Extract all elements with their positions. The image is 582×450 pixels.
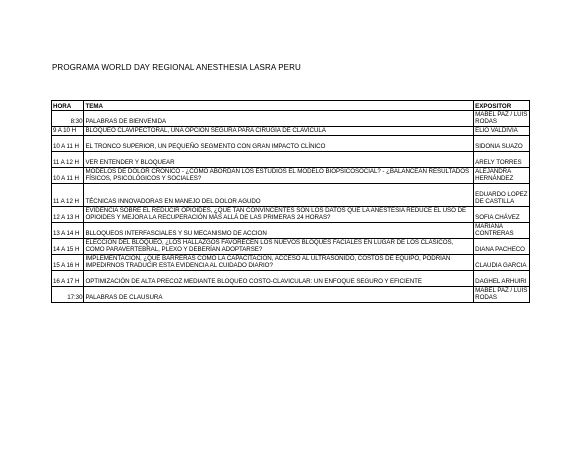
row-hora: 8:30 — [52, 111, 84, 127]
row-expositor: MABEL PAZ / LUIS RODAS — [474, 286, 530, 302]
header-expositor: EXPOSITOR — [474, 101, 530, 111]
row-tema: MODELOS DE DOLOR CRÓNICO - ¿CÓMO ABORDAN LOS ESTUDIOS EL MODELO BIOPSICOSOCIAL? - ¿BALANCEAN RESULTADOS FÍSICOS, PSICOLÓGICOS Y SOCIALES? — [84, 167, 474, 183]
row-tema: BLLOQUEOS INTERFASCIALES Y SU MECANISMO DE ACCION — [84, 222, 474, 238]
row-hora: 12 A 13 H — [52, 206, 84, 222]
header-tema: TEMA — [84, 101, 474, 111]
row-hora: 11 A 12 H — [52, 151, 84, 167]
row-tema: TÉCNICAS INNOVADORAS EN MANEJO DEL DOLOR AGUDO — [84, 183, 474, 206]
table-row — [52, 206, 530, 222]
table-row — [52, 126, 530, 135]
table-row — [52, 167, 530, 183]
table-row — [52, 183, 530, 206]
row-tema: OPTIMIZACIÓN DE ALTA PRECOZ MEDIANTE BLOQUEO COSTO-CLAVICULAR: UN ENFOQUE SEGURO Y EFICIENTE — [84, 270, 474, 286]
row-hora: 15 A 16 H — [52, 254, 84, 270]
table-row — [52, 222, 530, 238]
row-expositor: MABEL PAZ / LUIS RODAS — [474, 111, 530, 127]
table-row — [52, 270, 530, 286]
row-expositor: DAGHEL ARHUIRI — [474, 270, 530, 286]
row-hora: 14 A 15 H — [52, 238, 84, 254]
table-header-row — [52, 101, 530, 111]
program-table — [51, 100, 530, 303]
row-expositor: SOFIA CHÁVEZ — [474, 206, 530, 222]
row-hora: 13 A 14 H — [52, 222, 84, 238]
row-expositor: ELIO VALDIVIA — [474, 126, 530, 135]
row-tema: VER ENTENDER Y BLOQUEAR — [84, 151, 474, 167]
row-expositor: CLAUDIA GARCIA — [474, 254, 530, 270]
row-hora: 11 A 12 H — [52, 183, 84, 206]
row-hora: 10 A 11 H — [52, 135, 84, 151]
row-hora: 17:30 — [52, 286, 84, 302]
row-expositor: ALEJANDRA HERNÁNDEZ — [474, 167, 530, 183]
table-row — [52, 254, 530, 270]
table-row — [52, 135, 530, 151]
row-tema: IMPLEMENTACIÓN, ¿QUÉ BARRERAS COMO LA CAPACITACIÓN, ACCESO AL ULTRASONIDO, COSTOS DE EQUIPO, PODRÍAN IMPEDIRNOS TRADUCIR ESTA EVIDENCIA AL CUIDADO DIARIO? — [84, 254, 474, 270]
row-expositor: ARELY TORRES — [474, 151, 530, 167]
row-hora: 10 A 11 H — [52, 167, 84, 183]
row-hora: 9 A 10 H — [52, 126, 84, 135]
row-tema: EL TRONCO SUPERIOR, UN PEQUEÑO SEGMENTO CON GRAN IMPACTO CLÍNICO — [84, 135, 474, 151]
row-expositor: MARIANA CONTRERAS — [474, 222, 530, 238]
header-hora: HORA — [52, 101, 84, 111]
table-row — [52, 286, 530, 302]
row-hora: 16 A 17 H — [52, 270, 84, 286]
row-tema: PALABRAS DE BIENVENIDA — [84, 111, 474, 127]
document-title: PROGRAMA WORLD DAY REGIONAL ANESTHESIA LASRA PERU — [52, 63, 301, 72]
row-tema: BLOQUEO CLAVIPECTORAL, UNA OPCIÓN SEGURA PARA CIRUGÍA DE CLAVÍCULA — [84, 126, 474, 135]
table-row — [52, 111, 530, 127]
row-expositor: EDUARDO LOPEZ DE CASTILLA — [474, 183, 530, 206]
table-row — [52, 151, 530, 167]
row-tema: EVIDENCIA SOBRE EL REDUCIR OPIOIDES, ¿QUÉ TAN CONVINCENTES SON LOS DATOS QUE LA ANESTESIA REDUCE EL USO DE OPIOIDES Y MEJORA LA RECUPERACIÓN MÁS ALLÁ DE LAS PRIMERAS 24 HORAS? — [84, 206, 474, 222]
row-tema: ELECCIÓN DEL BLOQUEO, ¿LOS HALLAZGOS FAVORECEN LOS NUEVOS BLOQUES FACIALES EN LUGAR DE LOS CLÁSICOS, COMO PARAVERTEBRAL, PLEXO Y DEBERÍAN ADOPTARSE? — [84, 238, 474, 254]
row-expositor: SIDONIA SUAZO — [474, 135, 530, 151]
row-tema: PALABRAS DE CLAUSURA — [84, 286, 474, 302]
row-expositor: DIANA PACHECO — [474, 238, 530, 254]
table-row — [52, 238, 530, 254]
